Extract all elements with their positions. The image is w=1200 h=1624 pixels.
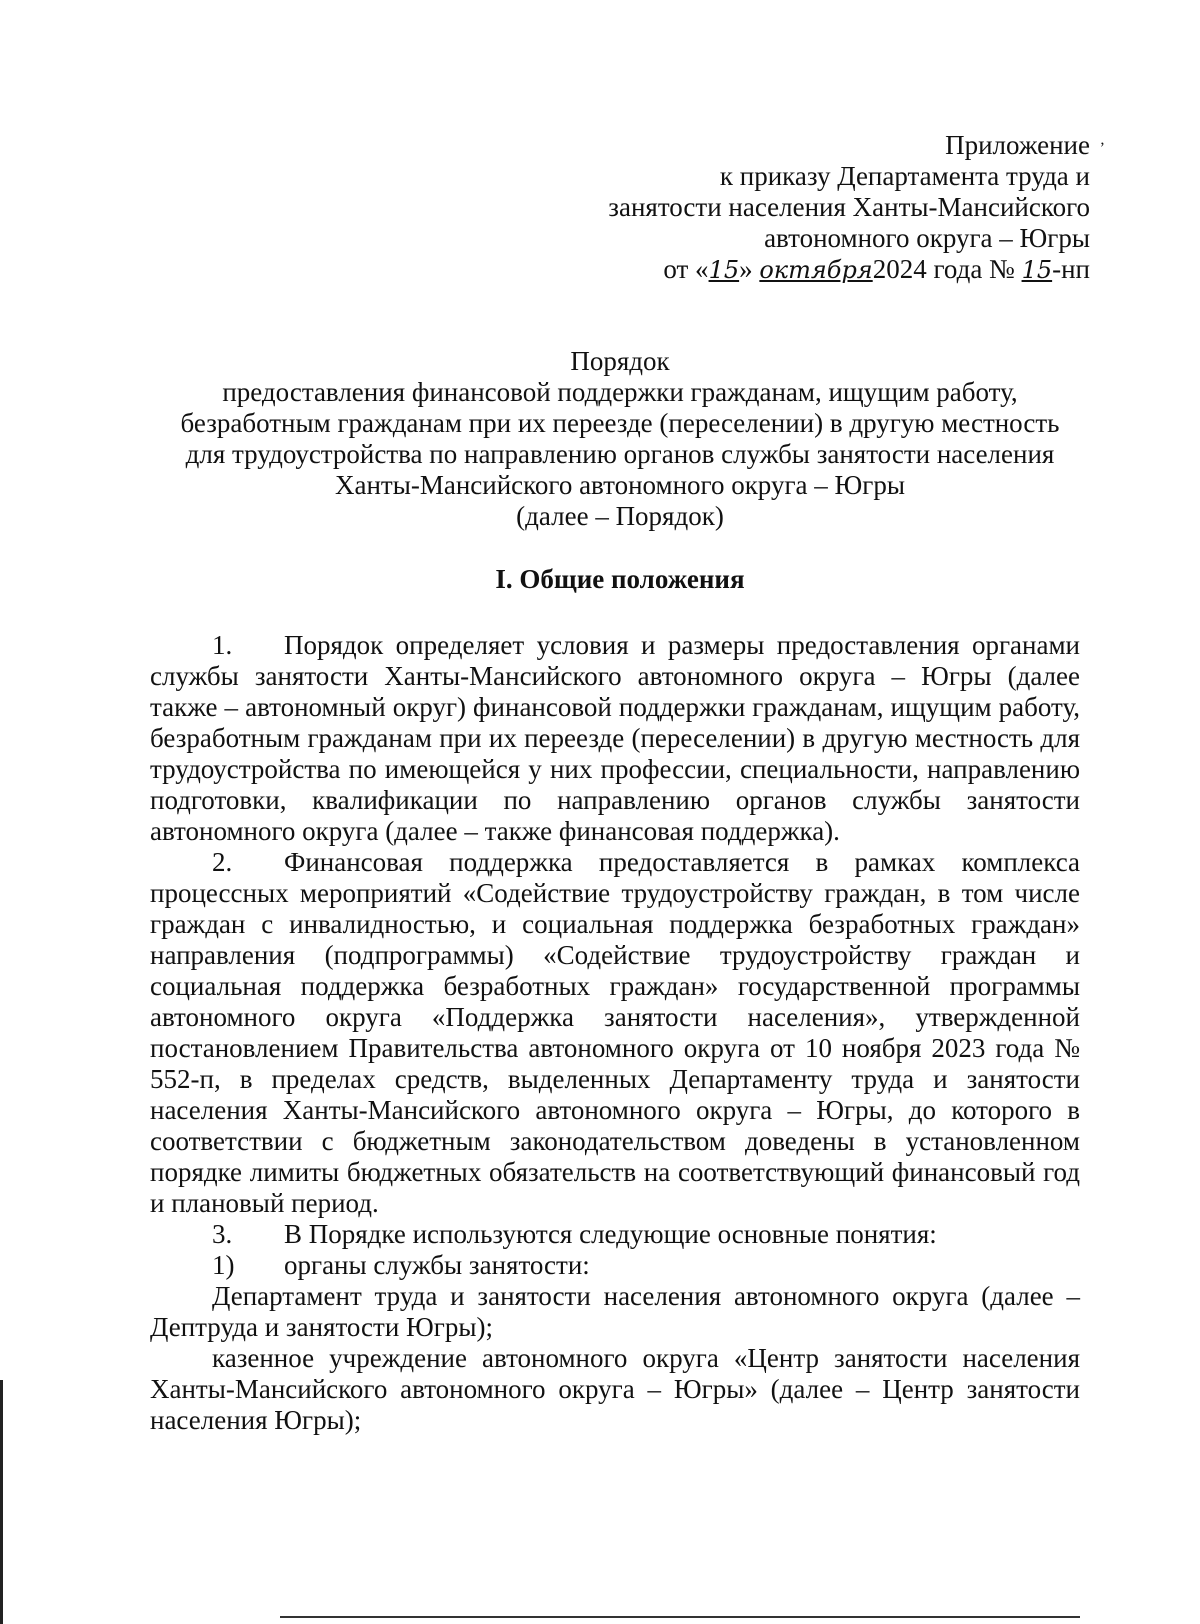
handwritten-month: октября	[759, 256, 873, 284]
date-prefix: от «	[663, 254, 709, 284]
paragraph-number: 1)	[212, 1250, 235, 1280]
header-line-3: занятости населения Ханты-Мансийского	[608, 192, 1090, 222]
handwritten-day: 15	[708, 256, 740, 284]
header-line-2: к приказу Департамента труда и	[719, 161, 1090, 191]
order-date-line	[530, 254, 1090, 286]
document-body	[150, 630, 1080, 1436]
paragraph-text: В Порядке используются следующие основные понятия:	[284, 1219, 937, 1249]
paragraph-text: Порядок определяет условия и размеры предоставления органами службы занятости Ханты-Мансийского автономного округа – Югры (далее также – автономный округ) финансовой поддержки гражданам, ищущим работу, безработным гражданам при их переезде (переселении) в другую местность для трудоустройства по имеющейся у них профессии, специальности, направлению подготовки, квалификации по направлению органов службы занятости автономного округа (далее – также финансовая поддержка).	[150, 630, 1080, 846]
document-title	[140, 346, 1100, 532]
appendix-header	[530, 130, 1090, 286]
scan-bottom-line	[280, 1616, 1080, 1618]
date-year: 2024 года №	[872, 254, 1022, 284]
paragraph-number: 3.	[212, 1219, 233, 1249]
paragraph-1	[150, 630, 1080, 847]
title-line-6: (далее – Порядок)	[516, 501, 724, 531]
header-line-1: Приложение	[945, 130, 1090, 160]
title-line-5: Ханты-Мансийского автономного округа – Югры	[335, 470, 905, 500]
date-suffix: -нп	[1052, 254, 1090, 284]
handwritten-number: 15	[1021, 256, 1053, 284]
scan-mark: ʼ	[1099, 140, 1105, 157]
header-line-4: автономного округа – Югры	[764, 223, 1090, 253]
scan-edge-line	[0, 1380, 3, 1624]
title-line-1: Порядок	[570, 346, 670, 376]
date-mid: »	[739, 254, 760, 284]
paragraph-text: Финансовая поддержка предоставляется в рамках комплекса процессных мероприятий «Содействие трудоустройству граждан, в том числе граждан с инвалидностью, и социальная поддержка безработных граждан» направления (подпрограммы) «Содействие трудоустройству граждан и социальная поддержка безработных граждан» государственной программы автономного округа «Поддержка занятости населения», утвержденной постановлением Правительства автономного округа от 10 ноября 2023 года № 552-п, в пределах средств, выделенных Департаменту труда и занятости населения Ханты-Мансийского автономного округа – Югры, до которого в соответствии с бюджетным законодательством доведены в установленном порядке лимиты бюджетных обязательств на соответствующий финансовый год и плановый период.	[150, 847, 1080, 1218]
title-line-4: для трудоустройства по направлению органов службы занятости населения	[185, 439, 1055, 469]
title-line-3: безработным гражданам при их переезде (переселении) в другую местность	[180, 408, 1060, 438]
paragraph-number: 2.	[212, 847, 233, 877]
paragraph-3	[150, 1219, 1080, 1250]
paragraph-5: Департамент труда и занятости населения автономного округа (далее – Дептруда и занятости Югры);	[150, 1281, 1080, 1342]
paragraph-number: 1.	[212, 630, 233, 660]
paragraph-6: казенное учреждение автономного округа «Центр занятости населения Ханты-Мансийского автономного округа – Югры» (далее – Центр занятости населения Югры);	[150, 1343, 1080, 1435]
paragraph-2	[150, 847, 1080, 1219]
title-line-2: предоставления финансовой поддержки гражданам, ищущим работу,	[222, 377, 1018, 407]
paragraph-4	[150, 1250, 1080, 1281]
section-heading: I. Общие положения	[495, 564, 745, 594]
paragraph-text: органы службы занятости:	[284, 1250, 590, 1280]
